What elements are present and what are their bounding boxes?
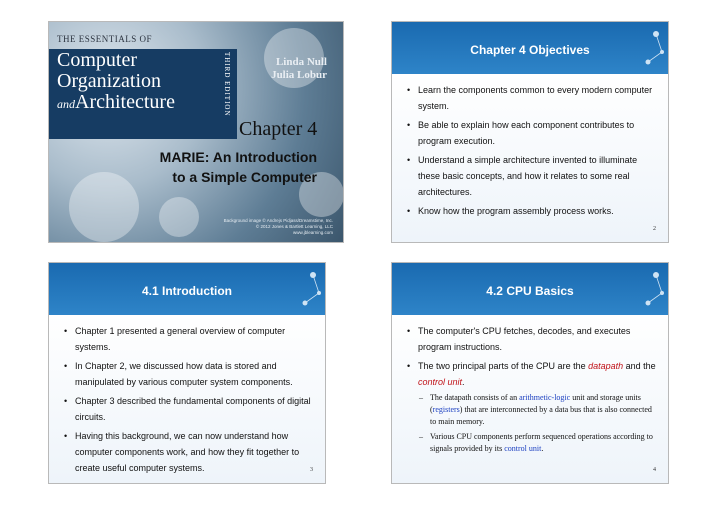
sub-bullet-text: Various CPU components perform sequenced operations according to signals provided by its: [430, 432, 653, 453]
bullet-text: In Chapter 2, we discussed how data is stored and manipulated by various computer system components.: [75, 361, 293, 387]
bullet-icon: •: [407, 206, 411, 216]
list-item: [57, 358, 313, 390]
edition-label: THIRD EDITION: [223, 52, 231, 117]
page-number: 3: [310, 467, 313, 473]
bullet-icon: •: [407, 361, 411, 371]
cpu-basics-slide: [391, 262, 669, 484]
list-item: [57, 323, 313, 355]
term-registers: registers: [432, 405, 460, 414]
bullet-list: [57, 323, 313, 479]
term-arithmetic-logic: arithmetic-logic: [519, 393, 571, 402]
list-item: [400, 203, 656, 219]
bullet-icon: •: [64, 431, 68, 441]
subtitle-line: MARIE: An Introduction: [159, 149, 317, 165]
book-title: [57, 50, 175, 115]
bullet-icon: •: [64, 361, 68, 371]
bullet-icon: •: [407, 155, 411, 165]
bullet-text: Learn the components common to every modern computer system.: [418, 85, 653, 111]
term-datapath: datapath: [588, 361, 624, 371]
book-title-line: Computer: [57, 49, 137, 71]
introduction-slide: [48, 262, 326, 484]
list-item: [400, 152, 656, 200]
bullet-text: Chapter 3 described the fundamental components of digital circuits.: [75, 396, 311, 422]
list-item: [400, 82, 656, 114]
bullet-text: Know how the program assembly process works.: [418, 206, 614, 216]
bokeh-light: [159, 197, 199, 237]
bullet-text: Understand a simple architecture invented to illuminate these basic concepts, and how it relates to some real architectures.: [418, 155, 638, 197]
bullet-text: Having this background, we can now understand how computer components work, and how they fit together to create useful computer systems.: [75, 431, 300, 473]
sub-list-item: [418, 431, 656, 455]
slide-title: 4.2 CPU Basics: [486, 284, 574, 298]
bokeh-light: [69, 172, 139, 242]
sub-bullet-text: unit and storage units (: [430, 393, 641, 414]
dash-icon: –: [419, 393, 423, 402]
bullet-text: and the: [623, 361, 656, 371]
objectives-slide: [391, 21, 669, 243]
bullet-icon: •: [64, 396, 68, 406]
bullet-text: The computer's CPU fetches, decodes, and executes program instructions.: [418, 326, 631, 352]
author-name: Linda Null: [275, 56, 327, 68]
book-title-line: [57, 92, 175, 115]
list-item: [57, 428, 313, 476]
slide-header: [392, 263, 668, 315]
page-number: 2: [653, 226, 656, 232]
bullet-list: [400, 82, 656, 222]
image-credit: [224, 218, 333, 236]
book-title-and: and: [57, 97, 75, 111]
sub-bullet-text: ) that are interconnected by a data bus that is also connected to main memory.: [430, 405, 652, 426]
slide-title: Chapter 4 Objectives: [470, 43, 590, 57]
list-item: [57, 393, 313, 425]
sub-list-item: [418, 392, 656, 428]
bullet-text: .: [462, 377, 465, 387]
subtitle-line: to a Simple Computer: [172, 169, 317, 185]
term-control-unit: control unit: [418, 377, 463, 387]
bullet-text: The two principal parts of the CPU are the: [418, 361, 589, 371]
sub-bullet-list: [418, 392, 656, 455]
bullet-icon: •: [407, 120, 411, 130]
list-item: [400, 117, 656, 149]
chapter-heading: Chapter 4: [239, 118, 318, 140]
author-name: Julia Lobur: [271, 69, 327, 81]
dash-icon: –: [419, 432, 423, 441]
term-control-unit: control unit: [504, 444, 542, 453]
bullet-icon: •: [407, 326, 411, 336]
list-item: [400, 358, 656, 455]
slide-header: [49, 263, 325, 315]
chapter-subtitle: [160, 147, 317, 187]
sub-bullet-text: The datapath consists of an: [430, 393, 520, 402]
bullet-text: Be able to explain how each component contributes to program execution.: [418, 120, 635, 146]
sub-bullet-text: .: [541, 444, 544, 453]
list-item: [400, 323, 656, 355]
bullet-list: [400, 323, 656, 458]
credit-line: www.jblearning.com: [292, 230, 333, 235]
bullet-icon: •: [407, 85, 411, 95]
book-title-word: Architecture: [75, 91, 175, 113]
bullet-text: Chapter 1 presented a general overview of computer systems.: [75, 326, 286, 352]
credit-line: © 2012 Jones & Bartlett Learning, LLC: [255, 224, 333, 229]
cover-slide: [48, 21, 344, 243]
page-number: 4: [653, 467, 656, 473]
book-title-line: Organization: [57, 70, 162, 92]
book-series-label: THE ESSENTIALS OF: [57, 34, 153, 44]
bullet-icon: •: [64, 326, 68, 336]
slide-header: [392, 22, 668, 74]
slide-title: 4.1 Introduction: [142, 284, 232, 298]
credit-line: Background image © Andrejs Pidjass/Dreamstime, Inc.: [223, 218, 333, 223]
